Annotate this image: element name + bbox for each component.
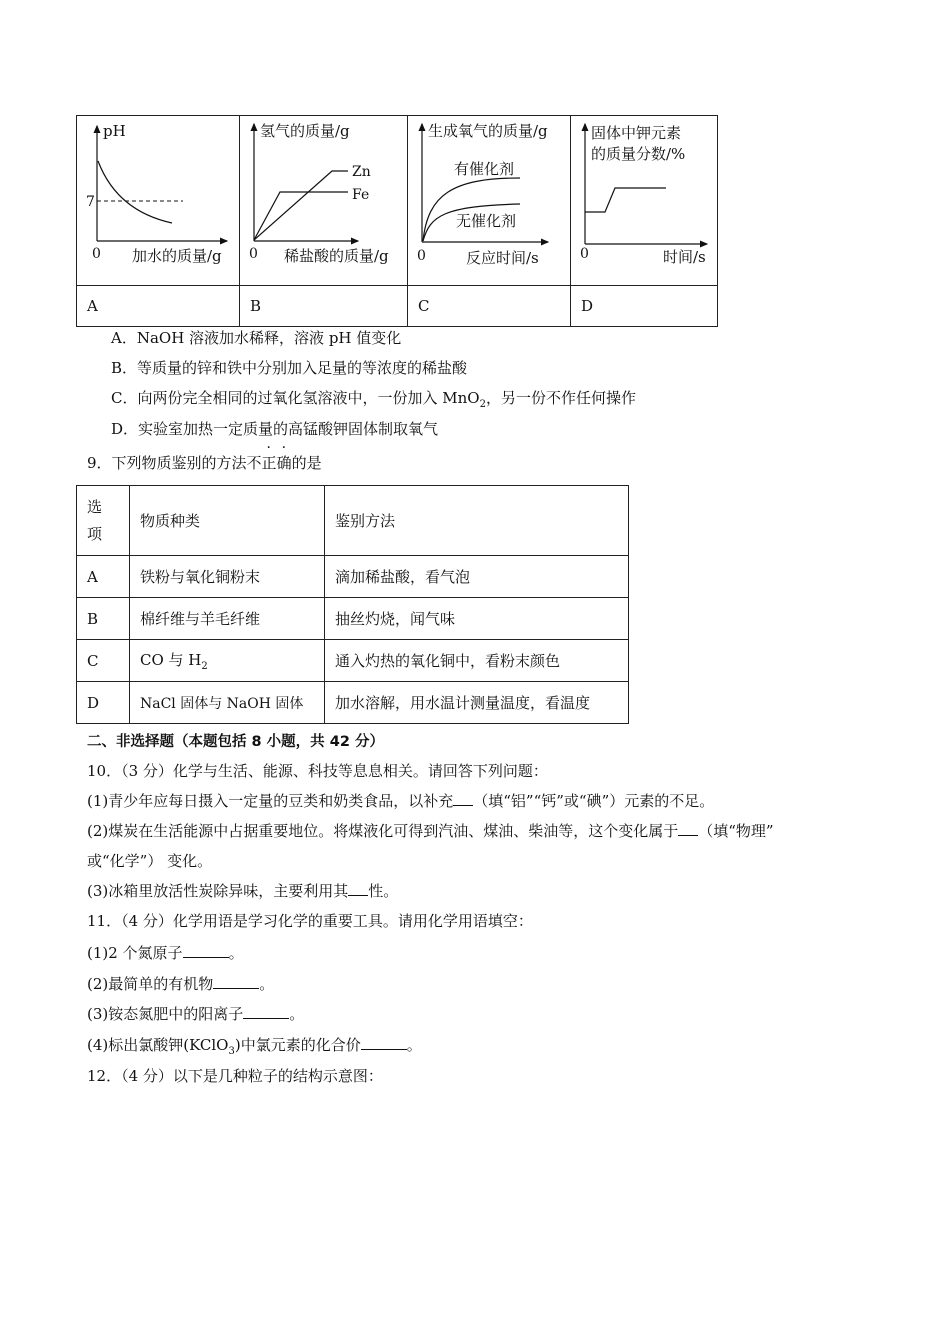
row-a-kind: 铁粉与氧化铜粉末 xyxy=(130,556,325,598)
answer-blank[interactable] xyxy=(361,1035,407,1050)
answer-blank[interactable] xyxy=(678,821,698,836)
q10-part2-post: （填“物理” xyxy=(698,822,774,840)
q10-stem: 10．（3 分）化学与生活、能源、科技等息息相关。请回答下列问题： xyxy=(87,762,548,780)
x-label: 稀盐酸的质量/g xyxy=(284,247,389,265)
row-d-method: 加水溶解，用水温计测量温度，看温度 xyxy=(325,682,629,724)
header-method: 鉴别方法 xyxy=(325,486,629,556)
q8-option-c-pre: C．向两份完全相同的过氧化氢溶液中，一份加入 MnO xyxy=(111,389,480,407)
q10-part1 xyxy=(87,790,714,811)
q11-part1-end: 。 xyxy=(228,944,244,962)
q11-part2-text: (2)最简单的有机物 xyxy=(87,975,214,993)
q10-part3-post: 性。 xyxy=(368,882,399,900)
q11-part3-text: (3)铵态氮肥中的阳离子 xyxy=(87,1005,244,1023)
row-c-kind-pre: CO 与 H xyxy=(140,651,202,669)
q11-part4-sub: 3 xyxy=(228,1046,235,1057)
answer-blank[interactable] xyxy=(243,1004,289,1019)
q11-part4 xyxy=(87,1034,422,1057)
graph-a xyxy=(77,116,239,281)
answer-blank[interactable] xyxy=(183,943,229,958)
q10-part2-cont: 或“化学”） 变化。 xyxy=(87,852,213,870)
row-c-kind-sub: 2 xyxy=(201,661,208,672)
q8-option-c-sub: 2 xyxy=(479,399,486,410)
caption-d: D xyxy=(571,286,718,327)
graph-b-cell xyxy=(240,116,408,286)
graphs-table xyxy=(76,115,718,327)
graph-b xyxy=(240,116,407,281)
y-label: pH xyxy=(103,122,126,140)
row-d-option: D xyxy=(77,682,130,724)
row-d-kind: NaCl 固体与 NaOH 固体 xyxy=(130,682,325,724)
q8-option-a: A．NaOH 溶液加水稀释，溶液 pH 值变化 xyxy=(111,329,402,347)
q10-part2 xyxy=(87,820,774,841)
q11-part4-post: )中氯元素的化合价 xyxy=(234,1036,361,1054)
q9-stem-post: 的是 xyxy=(291,454,322,472)
no-catalyst-label: 无催化剂 xyxy=(456,212,517,230)
q8-option-d: D．实验室加热一定质量的高锰酸钾固体制取氧气 xyxy=(111,420,439,438)
row-b-kind: 棉纤维与羊毛纤维 xyxy=(130,598,325,640)
row-a-method: 滴加稀盐酸，看气泡 xyxy=(325,556,629,598)
fe-label: Fe xyxy=(352,187,370,203)
q9-stem-emph-1: 正 xyxy=(261,454,277,472)
origin: 0 xyxy=(580,246,589,262)
y-label-line1: 固体中钾元素 xyxy=(591,124,682,142)
q11-part1-text: (1)2 个氮原子 xyxy=(87,944,183,962)
y-label: 氢气的质量/g xyxy=(260,122,350,140)
y-label: 生成氧气的质量/g xyxy=(428,122,548,140)
caption-a: A xyxy=(77,286,240,327)
q10-part1-pre: (1)青少年应每日摄入一定量的豆类和奶类食品，以补充 xyxy=(87,792,454,810)
q11-part3 xyxy=(87,1003,304,1024)
q11-part4-end: 。 xyxy=(406,1036,422,1054)
row-b-method: 抽丝灼烧，闻气味 xyxy=(325,598,629,640)
y-label-line2: 的质量分数/% xyxy=(591,145,686,163)
q10-part2-pre: (2)煤炭在生活能源中占据重要地位。将煤液化可得到汽油、煤油、柴油等，这个变化属于 xyxy=(87,822,679,840)
graph-d xyxy=(571,116,717,281)
with-catalyst-label: 有催化剂 xyxy=(454,160,515,178)
row-b-option: B xyxy=(77,598,130,640)
q10-part3 xyxy=(87,880,398,901)
q11-part4-pre: (4)标出氯酸钾(KClO xyxy=(87,1036,229,1054)
zn-line xyxy=(254,171,348,240)
graph-c xyxy=(408,116,570,281)
q8-option-b: B．等质量的锌和铁中分别加入足量的等浓度的稀盐酸 xyxy=(111,359,468,377)
row-a-option: A xyxy=(77,556,130,598)
q11-stem: 11．（4 分）化学用语是学习化学的重要工具。请用化学用语填空： xyxy=(87,912,533,930)
row-c-kind xyxy=(130,640,325,682)
answer-blank[interactable] xyxy=(453,791,473,806)
row-c-method: 通入灼热的氧化铜中，看粉末颜色 xyxy=(325,640,629,682)
caption-b: B xyxy=(240,286,408,327)
zn-label: Zn xyxy=(352,164,371,180)
answer-blank[interactable] xyxy=(213,974,259,989)
graph-c-cell xyxy=(408,116,571,286)
row-c-option: C xyxy=(77,640,130,682)
q11-part2-end: 。 xyxy=(259,975,275,993)
with-catalyst-curve xyxy=(423,178,520,241)
tick-7: 7 xyxy=(86,194,95,210)
q10-part3-pre: (3)冰箱里放活性炭除异味，主要利用其 xyxy=(87,882,349,900)
q9-stem-emph-2: 确 xyxy=(276,454,292,472)
q12-stem: 12．（4 分）以下是几种粒子的结构示意图： xyxy=(87,1067,383,1085)
caption-c: C xyxy=(408,286,571,327)
origin: 0 xyxy=(249,246,258,262)
header-option-1: 选 xyxy=(87,497,103,516)
header-kind: 物质种类 xyxy=(130,486,325,556)
graph-a-cell xyxy=(77,116,240,286)
q9-table xyxy=(76,485,629,724)
header-option-2: 项 xyxy=(87,524,103,543)
x-label: 反应时间/s xyxy=(466,249,539,267)
q8-option-c-post: ，另一份不作任何操作 xyxy=(485,389,636,407)
q8-option-c xyxy=(111,387,636,410)
x-label: 加水的质量/g xyxy=(132,247,222,265)
potassium-line xyxy=(585,188,666,212)
answer-blank[interactable] xyxy=(348,881,368,896)
origin: 0 xyxy=(92,246,101,262)
section-2-heading: 二、非选择题（本题包括 8 小题，共 42 分） xyxy=(87,734,384,750)
ph-curve xyxy=(98,161,172,223)
x-label: 时间/s xyxy=(663,248,706,266)
header-option xyxy=(77,486,130,556)
graph-d-cell xyxy=(571,116,718,286)
q11-part3-end: 。 xyxy=(289,1005,305,1023)
q11-part1 xyxy=(87,942,244,963)
q9-stem xyxy=(87,452,322,473)
origin: 0 xyxy=(417,248,426,264)
q10-part1-post: （填“铝”“钙”或“碘”）元素的不足。 xyxy=(473,792,715,810)
q9-stem-pre: 9．下列物质鉴别的方法不 xyxy=(87,454,262,472)
q11-part2 xyxy=(87,973,274,994)
